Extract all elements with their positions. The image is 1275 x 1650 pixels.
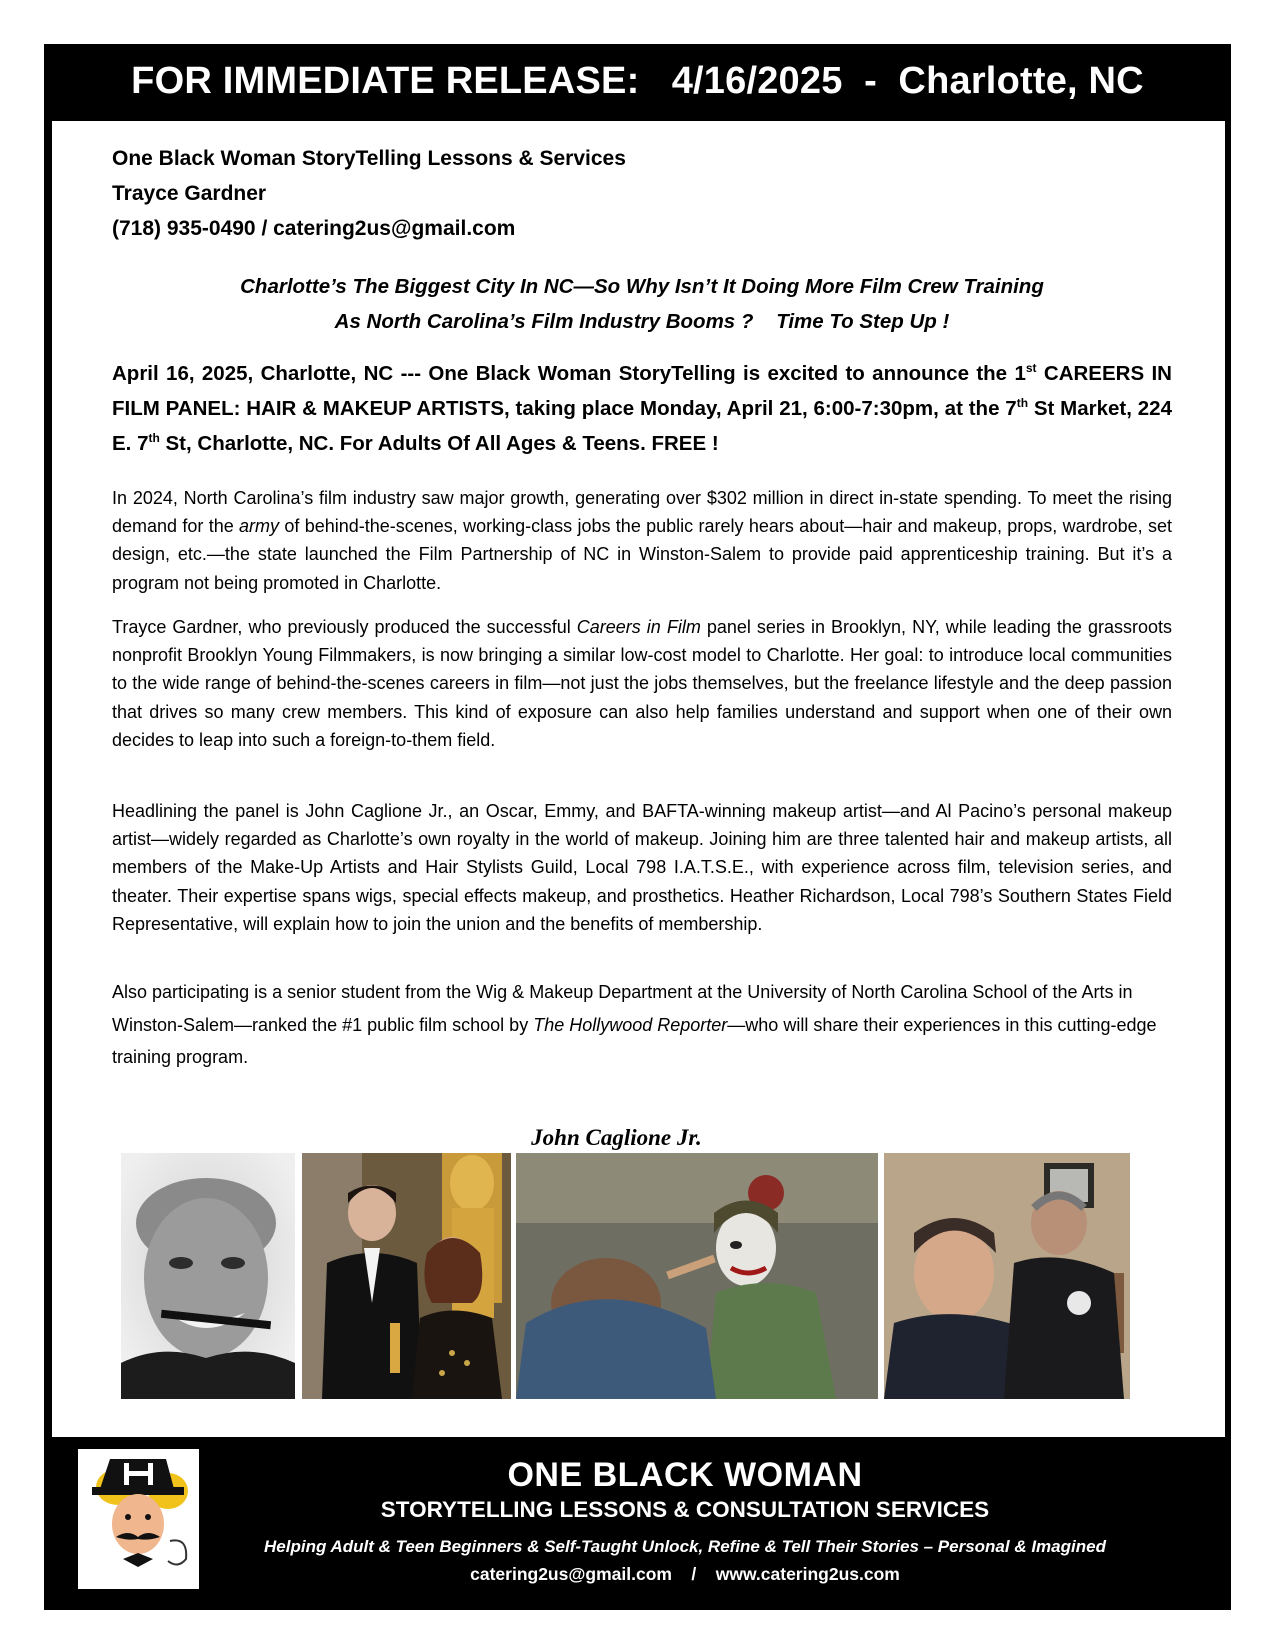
footer-tagline: Helping Adult & Teen Beginners & Self-Taught Unlock, Refine & Tell Their Stories – Personal & Imagined xyxy=(264,1537,1106,1556)
body-text: of behind-the-scenes, working-class jobs the public rarely hears about—hair and makeup, props, wardrobe, set design, etc.—the state launched the Film Partnership of NC in Winston-Salem to provide paid apprenticeship training. But it’s a program not being promoted in Charlotte. xyxy=(112,516,1172,593)
lead-text: St, Charlotte, NC xyxy=(159,432,329,455)
photo-portrait xyxy=(121,1153,295,1399)
lead-paragraph xyxy=(112,356,1172,461)
press-release-body xyxy=(52,121,1225,1437)
lead-text: St Market, 224 E. 7 xyxy=(112,397,1172,455)
subheadline-line-2: As North Carolina’s Film Industry Booms ? Time To Step Up ! xyxy=(334,310,950,333)
release-title: FOR IMMEDIATE RELEASE: 4/16/2025 - Charlotte, NC xyxy=(131,59,1144,102)
release-header xyxy=(44,44,1231,118)
lead-sup: st xyxy=(1025,361,1037,376)
contact-organization: One Black Woman StoryTelling Lessons & Services xyxy=(112,147,626,170)
body-text: panel series in Brooklyn, NY, while leading the grassroots nonprofit Brooklyn Young Filmmakers, is now bringing a similar low-cost model to Charlotte. Her goal: to introduce local communities to the wide range of behind-the-scenes careers in film—not just the jobs themselves, but the freelance lifestyle and the deep passion that drives so many crew members. This kind of exposure can also help families understand and support when one of their own decides to leap into such a foreign-to-them field. xyxy=(112,617,1172,750)
lead-sup: th xyxy=(1016,396,1029,411)
subheadline-line-1: Charlotte’s The Biggest City In NC—So Why Isn’t It Doing More Film Crew Training xyxy=(240,275,1044,298)
photo-makeup-application xyxy=(516,1153,878,1399)
one-black-woman-logo xyxy=(78,1449,199,1589)
body-emphasis: army xyxy=(239,516,280,537)
footer-subtitle: STORYTELLING LESSONS & CONSULTATION SERVICES xyxy=(380,1497,990,1522)
lead-sup: th xyxy=(148,431,160,446)
footer-contact: catering2us@gmail.com / www.catering2us.com xyxy=(470,1564,900,1584)
body-paragraph-2 xyxy=(112,613,1172,754)
subheadline xyxy=(112,269,1172,339)
portrait-image xyxy=(121,1153,295,1399)
body-text: In 2024, North Carolina’s film industry saw major growth, generating over $302 million in direct in-state spending. To meet the rising demand for the xyxy=(112,488,1172,537)
contact-block xyxy=(112,141,626,246)
body-paragraph-3: Headlining the panel is John Caglione Jr., an Oscar, Emmy, and BAFTA-winning makeup artist—and Al Pacino’s personal makeup artist—widely regarded as Charlotte’s own royalty in the world of makeup. Joining him are three talented hair and makeup artists, all members of the Make-Up Artists and Hair Stylists Guild, Local 798 I.A.T.S.E., with experience across film, television series, and theater. Their expertise spans wigs, special effects makeup, and prosthetics. Heather Richardson, Local 798’s Southern States Field Representative, will explain how to join the union and the benefits of membership. xyxy=(112,801,1172,934)
photo-oscars xyxy=(302,1153,511,1399)
body-emphasis: Careers in Film xyxy=(576,617,701,637)
photo-makeup-chair xyxy=(884,1153,1130,1399)
lead-text: , taking place Monday, April 21, 6:00-7:30pm, at the 7 xyxy=(504,397,1017,420)
lead-text: CAREERS IN FILM PANEL: HAIR & MAKEUP ARTISTS xyxy=(112,362,1172,420)
footer-title: ONE BLACK WOMAN xyxy=(507,1456,863,1494)
photo-caption-text: John Caglione Jr. xyxy=(531,1125,702,1150)
body-text: —who will share their experiences in this cutting-edge training program. xyxy=(112,1014,1157,1067)
body-emphasis: The Hollywood Reporter xyxy=(533,1014,728,1035)
makeup-application-image xyxy=(516,1153,878,1399)
oscars-image xyxy=(302,1153,511,1399)
lead-text: . For Adults Of All Ages & Teens. FREE ! xyxy=(328,432,719,455)
body-paragraph-1 xyxy=(112,484,1172,597)
body-text: Also participating is a senior student from the Wig & Makeup Department at the University of North Carolina School of the Arts in Winston-Salem—ranked the #1 public film school by xyxy=(112,982,1133,1035)
body-paragraph-4 xyxy=(112,976,1172,1074)
logo-image xyxy=(78,1449,199,1589)
photo-caption xyxy=(52,1125,1225,1151)
contact-name: Trayce Gardner xyxy=(112,182,267,205)
lead-text: April 16, 2025, Charlotte, NC --- One Black Woman StoryTelling is excited to announce the 1 xyxy=(112,362,1026,385)
contact-phone-email: (718) 935-0490 / catering2us@gmail.com xyxy=(112,217,516,240)
makeup-chair-image xyxy=(884,1153,1130,1399)
body-text: Trayce Gardner, who previously produced the successful xyxy=(112,617,577,637)
